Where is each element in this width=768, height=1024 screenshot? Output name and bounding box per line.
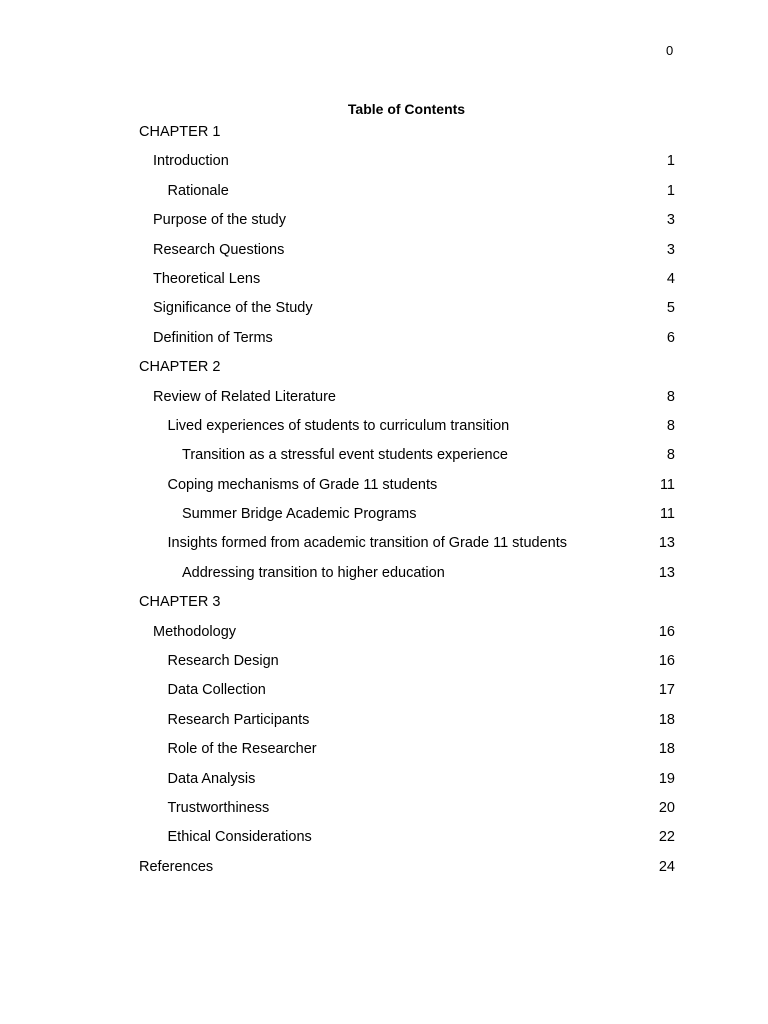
toc-entry <box>139 827 675 856</box>
toc-entry-page-number: 18 <box>658 741 675 758</box>
toc-entry-label: Summer Bridge Academic Programs <box>182 506 417 523</box>
toc-entry-label: CHAPTER 3 <box>139 594 221 611</box>
toc-entry-label: Review of Related Literature <box>153 388 336 405</box>
toc-entry-label: Theoretical Lens <box>153 270 261 287</box>
toc-entry <box>139 798 675 827</box>
toc-entry-label: Research Participants <box>167 711 310 728</box>
toc-entry <box>139 269 675 298</box>
page-number: 0 <box>666 43 674 58</box>
toc-entry-page-number: 6 <box>666 329 675 346</box>
toc-entry-page-number: 20 <box>658 799 675 816</box>
toc-title: Table of Contents <box>347 101 466 117</box>
toc-entry-label: Purpose of the study <box>153 212 286 229</box>
toc-entry-label: Role of the Researcher <box>167 741 317 758</box>
toc-entry-page-number: 11 <box>659 476 675 493</box>
toc-entry-page-number: 8 <box>666 417 675 434</box>
toc-entry-page-number: 11 <box>659 506 675 523</box>
toc-entry-page-number: 3 <box>666 212 675 229</box>
toc-entry-label: References <box>139 858 214 875</box>
toc-entry-page-number: 19 <box>658 770 675 787</box>
toc-entry <box>139 475 675 504</box>
toc-entry-label: Definition of Terms <box>153 329 273 346</box>
toc-entry <box>139 622 675 651</box>
toc-entry-label: CHAPTER 2 <box>139 359 221 376</box>
toc-entry-label: Coping mechanisms of Grade 11 students <box>167 476 438 493</box>
toc-entry-label: Trustworthiness <box>167 799 270 816</box>
toc-entry-page-number: 17 <box>658 682 675 699</box>
toc-entry <box>139 445 675 474</box>
toc-entry <box>139 387 675 416</box>
toc-entry-label: Rationale <box>167 182 229 199</box>
toc-entry-label: Addressing transition to higher education <box>182 564 445 581</box>
toc-entry <box>139 210 675 239</box>
toc-section-entry <box>139 357 675 386</box>
toc-entry <box>139 328 675 357</box>
toc-entry-label: Insights formed from academic transition of Grade 11 students <box>167 535 567 552</box>
toc-entry <box>139 298 675 327</box>
toc-entry-page-number: 16 <box>658 653 675 670</box>
toc-entry <box>139 181 675 210</box>
toc-section-entry <box>139 857 675 886</box>
toc-entry <box>139 651 675 680</box>
toc-entry-label: Research Design <box>167 653 279 670</box>
toc-entry <box>139 151 675 180</box>
toc-entry-page-number: 3 <box>666 241 675 258</box>
toc-entry-label: Data Collection <box>167 682 266 699</box>
toc-entry <box>139 710 675 739</box>
toc-entry <box>139 504 675 533</box>
toc-entry-label: Research Questions <box>153 241 285 258</box>
toc-entry-page-number: 16 <box>658 623 675 640</box>
toc-entry-page-number: 24 <box>658 858 675 875</box>
toc-entry-page-number: 22 <box>658 829 675 846</box>
toc-entry-label: Transition as a stressful event students experience <box>182 447 508 464</box>
toc-entry <box>139 769 675 798</box>
toc-entry-label: Data Analysis <box>167 770 256 787</box>
toc-entry <box>139 416 675 445</box>
table-of-contents <box>139 122 675 886</box>
toc-entry <box>139 739 675 768</box>
toc-entry-page-number: 5 <box>666 300 675 317</box>
toc-entry-page-number: 13 <box>658 564 675 581</box>
toc-entry-page-number: 18 <box>658 711 675 728</box>
toc-entry-page-number: 1 <box>666 153 675 170</box>
toc-entry-page-number: 1 <box>666 182 675 199</box>
toc-section-entry <box>139 122 675 151</box>
toc-entry-page-number: 13 <box>658 535 675 552</box>
toc-entry <box>139 680 675 709</box>
toc-entry <box>139 563 675 592</box>
toc-entry-label: Methodology <box>153 623 237 640</box>
toc-section-entry <box>139 592 675 621</box>
toc-entry-page-number: 8 <box>666 388 675 405</box>
toc-entry-label: Ethical Considerations <box>167 829 312 846</box>
toc-entry-label: CHAPTER 1 <box>139 124 221 140</box>
toc-entry-label: Lived experiences of students to curriculum transition <box>167 417 510 434</box>
toc-entry <box>139 533 675 562</box>
toc-entry-label: Significance of the Study <box>153 300 313 317</box>
toc-entry <box>139 240 675 269</box>
toc-entry-page-number: 4 <box>666 270 675 287</box>
toc-entry-label: Introduction <box>153 153 229 170</box>
toc-entry-page-number: 8 <box>666 447 675 464</box>
